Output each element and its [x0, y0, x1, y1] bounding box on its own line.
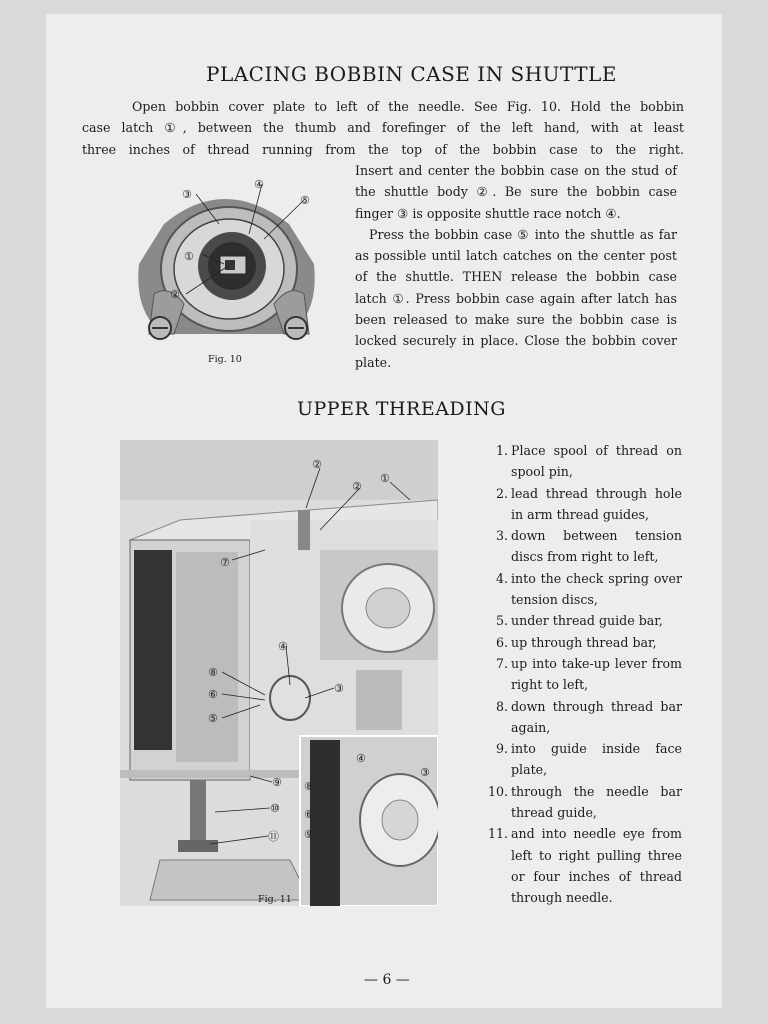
callout-2b: ②	[352, 480, 362, 493]
step-item: 4. into the check spring over tension discs,	[495, 570, 682, 608]
callout-3: ③	[182, 188, 192, 201]
step-item: 1. Place spool of thread on spool pin,	[495, 443, 682, 480]
callout-5: ⑤	[300, 194, 310, 207]
callout-1: ①	[380, 472, 390, 485]
inset-callout-6: ⑥	[304, 808, 314, 821]
step-item: 5. under thread guide bar,	[495, 613, 663, 629]
step-item: 8. down through thread bar again,	[495, 698, 682, 735]
threading-steps	[482, 440, 682, 909]
figure-10	[124, 164, 324, 374]
intro-paragraph	[82, 96, 684, 160]
manual-page	[46, 14, 722, 1008]
step-item: 7. up into take-up lever from right to left,	[495, 655, 682, 693]
callout-8: ⑧	[208, 666, 218, 679]
callout-7: ⑦	[220, 556, 230, 569]
callout-6: ⑥	[208, 688, 218, 701]
inset-callout-9: ⑨	[304, 828, 314, 841]
step-item: 9. into guide inside face plate,	[495, 741, 682, 778]
callout-9: ⑨	[272, 776, 282, 789]
section-title-threading: UPPER THREADING	[297, 398, 506, 420]
intro-line: case latch ①, between the thumb and forefinger of the left hand, with at least	[82, 120, 684, 136]
callout-3: ③	[334, 682, 344, 695]
callout-5: ⑤	[208, 712, 218, 725]
callout-4: ④	[278, 640, 288, 653]
step-item: 3. down between tension discs from right to left,	[495, 528, 682, 565]
bobbin-paragraph-1: Insert and center the bobbin case on the stud of the shuttle body ②. Be sure the bobbin case finger ③ is opposite shuttle race notch ④.	[355, 163, 677, 221]
step-item: 11. and into needle eye from left to right pulling three or four inches of thread through needle.	[487, 826, 682, 906]
callout-1: ①	[184, 250, 194, 263]
figure-11	[120, 440, 438, 906]
bobbin-instructions	[355, 160, 677, 373]
step-item: 2. lead thread through hole in arm thread guides,	[495, 485, 682, 522]
callout-11: ⑪	[268, 830, 279, 843]
sewing-machine-photo	[120, 440, 438, 906]
intro-line: three inches of thread running from the top of the bobbin case to the right.	[82, 141, 684, 157]
inset-callout-8: ⑧	[304, 780, 314, 793]
bobbin-shuttle-illustration	[124, 164, 324, 374]
inset-callout-4: ④	[356, 752, 366, 765]
intro-line: Open bobbin cover plate to left of the needle. See Fig. 10. Hold the bobbin	[132, 99, 684, 114]
callout-4: ④	[254, 178, 264, 191]
step-item: 10. through the needle bar thread guide,	[487, 783, 682, 821]
callout-2: ②	[170, 288, 180, 301]
bobbin-paragraph-2: Press the bobbin case ⑤ into the shuttle as far as possible until latch catches on the center post of the shuttle. THEN release the bobbin case latch ①. Press bobbin case again after latch has been released to make sure the bobbin case is locked securely in place. Close the bobbin cover plate.	[355, 226, 677, 370]
figure-11-caption: Fig. 11	[258, 894, 292, 905]
callout-10: ⑩	[270, 802, 280, 815]
step-item: 6. up through thread bar,	[495, 634, 657, 650]
page-number: — 6 —	[364, 972, 410, 988]
section-title-bobbin: PLACING BOBBIN CASE IN SHUTTLE	[206, 62, 617, 86]
callout-2a: ②	[312, 458, 322, 471]
inset-callout-3: ③	[420, 766, 430, 779]
figure-10-caption: Fig. 10	[208, 354, 242, 365]
